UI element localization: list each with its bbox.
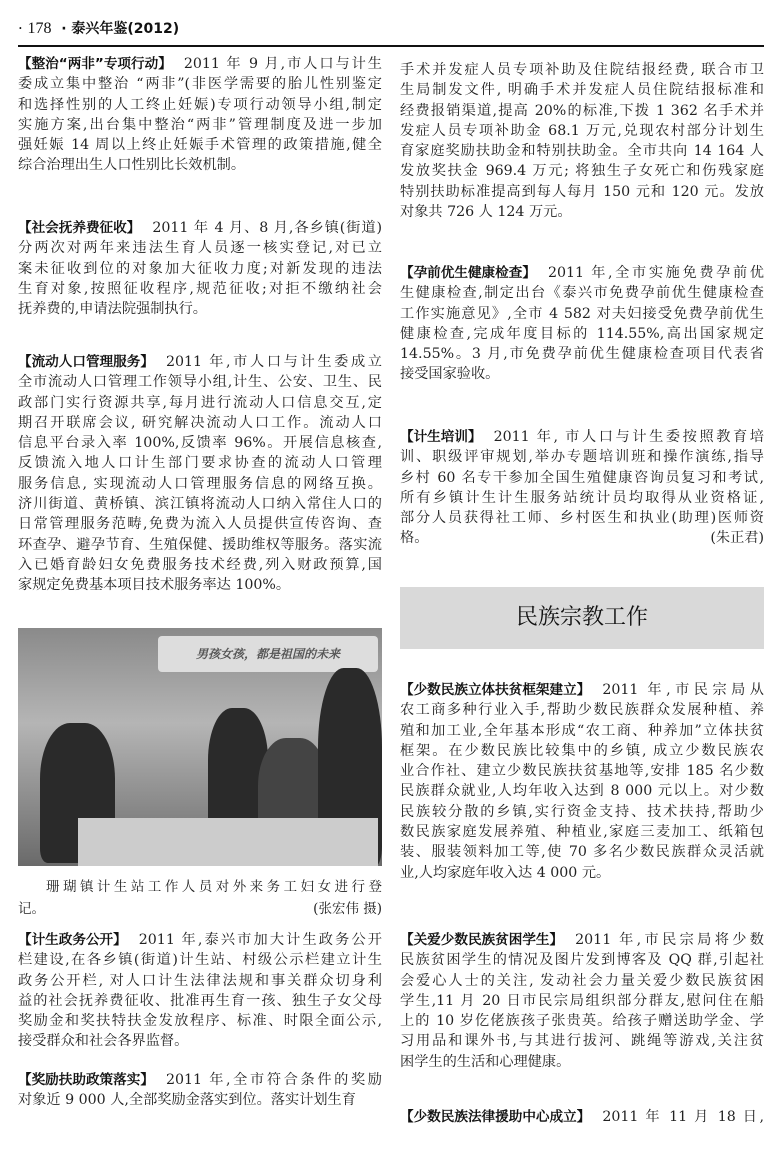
- bullet: ·: [18, 19, 28, 37]
- entry-text: 殖和加工业,全年基本形成“农工商、种养加”立体扶贫: [400, 722, 764, 739]
- entry-text: 民族群众就业,人均年收入达到 8 000 元以上。对少数: [400, 783, 764, 800]
- entry-text: 发症人员专项补助金 68.1 万元,兑现农村部分计划生: [400, 122, 764, 139]
- entry-text: 框架。在少数民族比较集中的乡镇, 成立少数民族农: [400, 742, 764, 759]
- article-entry: [400, 1107, 764, 1127]
- entry-text: 2011 年,市人口与计生委成立: [165, 354, 382, 370]
- entry-text: 抚养费的,申请法院强制执行。: [18, 301, 207, 318]
- entry-heading: 【孕前优生健康检查】: [400, 265, 536, 281]
- article-entry: [18, 54, 382, 176]
- photo-caption: 珊瑚镇计生站工作人员对外来务工妇女进行登 记。 (张宏伟 摄): [18, 876, 382, 920]
- entry-text: 发放奖扶金 969.4 万元; 将独生子女死亡和伤残家庭: [400, 163, 764, 180]
- entry-text: 经费报销渠道,提高 20%的标准,下拨 1 362 名手术并: [400, 102, 764, 119]
- entry-text: 上的 10 岁仡佬族孩子张贵英。给孩子赠送助学金、学: [400, 1013, 764, 1030]
- entry-text: 民族贫困学生的情况及图片发到博客及 QQ 群,引起社: [400, 952, 764, 969]
- entry-text: 部分人员获得社工师、乡村医生和执业(助理)医师资: [400, 510, 764, 527]
- article-entry: [400, 930, 764, 1072]
- photo-credit: (张宏伟 摄): [313, 901, 382, 917]
- entry-text: 业,人均家庭年收入达 4 000 元。: [400, 864, 611, 881]
- entry-text: 对象近 9 000 人,全部奖励金落实到位。落实计划生育: [18, 1092, 356, 1109]
- entry-text: 2011 年 4 月、8 月,各乡镇(街道): [152, 220, 382, 236]
- entry-text: 2011 年,全市实施免费孕前优: [547, 265, 764, 281]
- entry-text: 农工商多种行业入手,帮助少数民族群众发展种植、养: [400, 702, 764, 719]
- entry-text: 困学生的生活和心理健康。: [400, 1053, 571, 1070]
- entry-text: 手术并发症人员专项补助及住院结报经费, 联合市卫: [400, 62, 764, 78]
- entry-text: 训、职级评审规划,举办专题培训班和操作演练,指导: [400, 449, 764, 466]
- entry-text: 奖励金和奖扶特扶金发放程序、标准、时限全面公示,: [18, 1013, 382, 1030]
- entry-text: 综合治理出生人口性别比长效机制。: [18, 157, 246, 174]
- entry-text: 委成立集中整治 “两非”(非医学需要的胎儿性别鉴定: [18, 76, 382, 93]
- article-entry: [18, 930, 382, 1052]
- entry-heading: 【整治“两非”专项行动】: [18, 56, 172, 72]
- entry-heading: 【计生培训】: [400, 429, 482, 445]
- article-entry: [400, 427, 764, 549]
- article-entry: [400, 263, 764, 385]
- entry-text: 装、服装领料加工等,使 70 多名少数民族群众灵活就: [400, 844, 764, 861]
- entry-text: 生育对象,按照征收程序,规范征收;对拒不缴纳社会: [18, 280, 382, 297]
- entry-text: 育家庭奖励扶助金和特别扶助金。全市共向 14 164 人: [400, 143, 764, 160]
- photo: [18, 628, 382, 866]
- entry-text: 2011 年 11 月 18 日,: [602, 1109, 764, 1125]
- entry-text: 期召开联席会议, 研究解决流动人口工作。流动人口: [18, 414, 382, 431]
- entry-text: 2011 年 9 月,市人口与计生: [183, 56, 382, 72]
- entry-text: 2011 年,市民宗局将少数: [575, 932, 764, 948]
- entry-heading: 【少数民族法律援助中心成立】: [400, 1109, 591, 1125]
- entry-text: 济川街道、黄桥镇、滨江镇将流动人口纳入常住人口的: [18, 496, 382, 513]
- entry-text: 和选择性别的人工终止妊娠)专项行动领导小组,制定: [18, 96, 382, 113]
- entry-text: 案未征收到位的对象加大征收力度;对新发现的违法: [18, 260, 382, 277]
- entry-text: 民族较分散的乡镇,实行资金支持、技术扶持,帮助少: [400, 803, 764, 820]
- entry-text: 接受国家验收。: [400, 366, 500, 383]
- entry-text: 生健康检查,制定出台《泰兴市免费孕前优生健康检查: [400, 285, 764, 302]
- article-entry: [18, 1070, 382, 1111]
- article-entry: [400, 60, 764, 222]
- entry-heading: 【社会抚养费征收】: [18, 220, 141, 236]
- entry-text: 特别扶助标准提高到每人每月 150 元和 120 元。发放: [400, 183, 764, 200]
- entry-text: 强妊娠 14 周以上终止妊娠手术管理的政策措施,健全: [18, 137, 382, 154]
- entry-text: 2011 年,市民宗局从: [602, 682, 764, 698]
- entry-text: 2011 年,全市符合条件的奖励: [165, 1072, 382, 1088]
- entry-text: 14.55%。3 月,市免费孕前优生健康检查项目代表省: [400, 346, 764, 363]
- entry-text: 数民族家庭发展养殖、种植业,家庭三麦加工、纸箱包: [400, 824, 764, 841]
- entry-text: 反馈流入地人口计生部门要求协查的流动人口管理: [18, 455, 382, 472]
- entry-text: 工作实施意见》,全市 4 582 对夫妇接受免费孕前优生: [400, 305, 764, 322]
- section-title: 民族宗教工作: [400, 587, 764, 649]
- entry-text: 政务公开栏, 对人口计生法律法规和事关群众切身利: [18, 972, 382, 989]
- entry-text: 习用品和课外书,与其进行拔河、跳绳等游戏,关注贫: [400, 1033, 764, 1050]
- entry-text: 政部门实行资源共享,每月进行流动人口信息交互,定: [18, 394, 382, 411]
- left-column: [18, 0, 382, 1150]
- entry-text: 实施方案,出台集中整治“两非”管理制度及进一步加: [18, 116, 382, 133]
- entry-text: 所有乡镇计生计生服务站统计员均取得从业资格证,: [400, 489, 764, 506]
- entry-text: 学生,11 月 20 日市民宗局组织部分群友,慰问住在船: [400, 992, 764, 1009]
- entry-text: 2011 年, 市人口与计生委按照教育培: [493, 429, 764, 445]
- entry-text: 对象共 726 人 124 万元。: [400, 204, 572, 221]
- entry-text: 业合作社、建立少数民族扶贫基地等,安排 185 名少数: [400, 763, 764, 780]
- entry-heading: 【奖励扶助政策落实】: [18, 1072, 154, 1088]
- article-entry: [18, 218, 382, 319]
- entry-text: 格。: [400, 530, 429, 547]
- entry-heading: 【少数民族立体扶贫框架建立】: [400, 682, 591, 698]
- entry-text: 接受群众和社会各界监督。: [18, 1033, 189, 1050]
- book-title: · 泰兴年鉴(2012): [56, 21, 180, 37]
- entry-text: 环查孕、避孕节育、生殖保健、援助维权等服务。落实流: [18, 536, 382, 553]
- entry-text: 日常管理服务范畴,免费为流入人员提供宣传咨询、查: [18, 516, 382, 533]
- entry-text: 信息平台录入率 100%,反馈率 96%。开展信息核查,: [18, 435, 382, 452]
- entry-text: 乡村 60 名专干参加全国生殖健康咨询员复习和考试,: [400, 469, 764, 486]
- entry-text: 服务信息, 实现流动人口管理服务信息的网络互换。: [18, 475, 382, 492]
- page-number: 178: [27, 20, 52, 37]
- entry-text: 栏建设,在各乡镇(街道)计生站、村级公示栏建立计生: [18, 952, 382, 969]
- right-column: [400, 0, 764, 1150]
- entry-heading: 【计生政务公开】: [18, 932, 127, 948]
- entry-heading: 【流动人口管理服务】: [18, 354, 154, 370]
- entry-text: 2011 年,泰兴市加大计生政务公开: [138, 932, 382, 948]
- article-entry: [400, 680, 764, 883]
- entry-text: 入已婚育龄妇女免费服务技术经费,列入财政预算,国: [18, 556, 382, 573]
- entry-text: 会爱心人士的关注, 发动社会力量关爱少数民族贫困: [400, 972, 764, 989]
- photo-poster: 男孩女孩，都是祖国的未来: [158, 636, 378, 672]
- entry-text: 健康检查,完成年度目标的 114.55%,高出国家规定: [400, 325, 764, 342]
- entry-text: 分两次对两年来违法生育人员逐一核实登记,对已立: [18, 240, 382, 257]
- entry-text: 全市流动人口管理工作领导小组,计生、公安、卫生、民: [18, 374, 382, 391]
- author-signature: (朱正君): [710, 530, 764, 547]
- entry-text: 益的社会抚养费征收、批准再生育一孩、独生子女父母: [18, 992, 382, 1009]
- article-entry: [18, 352, 382, 596]
- entry-text: 生局制发文件, 明确手术并发症人员住院结报标准和: [400, 82, 764, 99]
- entry-heading: 【关爱少数民族贫困学生】: [400, 932, 564, 948]
- entry-text: 家规定免费基本项目技术服务率达 100%。: [18, 577, 291, 594]
